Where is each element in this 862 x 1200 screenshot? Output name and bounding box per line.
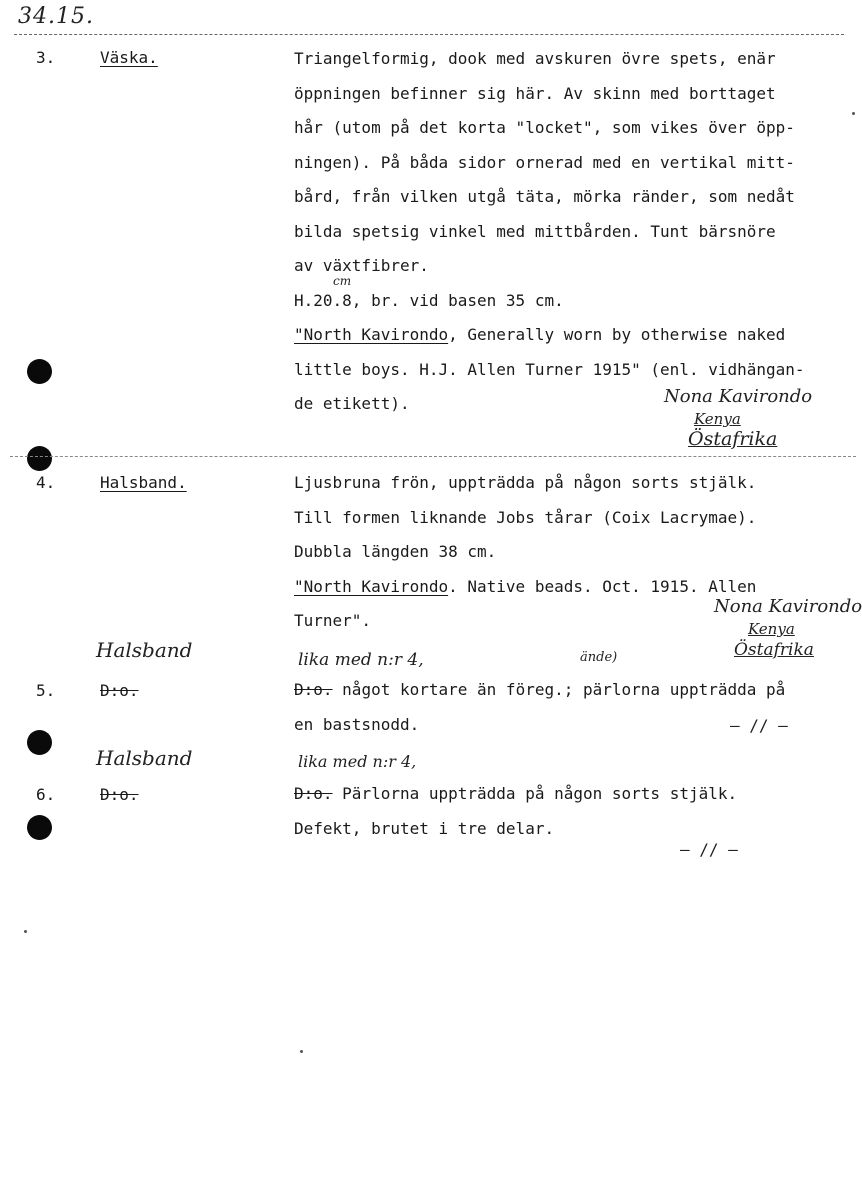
- handwritten-name: Halsband: [96, 746, 193, 770]
- handwritten-location: Östafrika: [734, 640, 814, 660]
- header-rule: [14, 34, 844, 35]
- handwritten-location: Nona Kavirondo: [714, 596, 862, 617]
- ditto-mark: — // —: [730, 716, 788, 735]
- section-divider: [10, 456, 856, 457]
- punch-hole: [27, 359, 52, 384]
- entry-name: D:o.: [100, 681, 139, 700]
- description-line: Triangelformig, dook med avskuren övre spets, enär: [294, 49, 776, 68]
- quote-line: [294, 318, 854, 353]
- handwritten-insert: ände): [580, 650, 618, 665]
- entry-name: Halsband.: [100, 473, 187, 492]
- description-line: en bastsnodd.: [294, 714, 420, 734]
- entry-number: 5.: [36, 681, 56, 700]
- description-line: [294, 673, 854, 708]
- handwritten-location: Östafrika: [688, 428, 778, 450]
- description-line: Till formen liknande Jobs tårar (Coix Lacrymae).: [294, 507, 757, 527]
- handwritten-name: Halsband: [96, 638, 193, 662]
- description-line: av växtfibrer.: [294, 256, 429, 275]
- entry-name: Väska.: [100, 48, 158, 67]
- description-line: H.20.8, br. vid basen 35 cm.: [294, 290, 564, 310]
- entry-number: 3.: [36, 48, 56, 67]
- handwritten-location: Kenya: [694, 410, 741, 428]
- description-line: [294, 777, 854, 812]
- handwritten-note: lika med n:r 4,: [298, 650, 424, 670]
- handwritten-location: Nona Kavirondo: [664, 386, 813, 407]
- handwritten-location: Kenya: [748, 620, 795, 638]
- description-line: Ljusbruna frön, uppträdda på någon sorts stjälk.: [294, 473, 757, 492]
- line-rest: Pärlorna uppträdda på någon sorts stjälk.: [342, 784, 738, 803]
- handwritten-note: lika med n:r 4,: [298, 752, 417, 771]
- struck-text: D:o.: [294, 680, 333, 699]
- entry-description: [294, 42, 854, 422]
- entry-number: 6.: [36, 785, 56, 804]
- handwritten-insert: cm: [333, 274, 352, 288]
- scan-speck: [300, 1050, 303, 1053]
- punch-hole: [27, 730, 52, 755]
- scan-speck: [24, 930, 27, 933]
- quote-rest: . Native beads. Oct. 1915. Allen: [448, 576, 757, 596]
- line-rest: något kortare än föreg.; pärlorna uppträdda på: [342, 680, 786, 699]
- ditto-mark: — // —: [680, 840, 738, 859]
- description-line: bilda spetsig vinkel med mittbården. Tunt bärsnöre: [294, 221, 776, 241]
- reference-number: 34.15.: [18, 4, 94, 29]
- entry-name: D:o.: [100, 785, 139, 804]
- description-line: hår (utom på det korta "locket", som vikes över öpp-: [294, 118, 795, 137]
- punch-hole: [27, 446, 52, 471]
- description-line: öppningen befinner sig här. Av skinn med borttaget: [294, 83, 776, 103]
- description-line: de etikett).: [294, 394, 410, 413]
- description-line: bård, från vilken utgå täta, mörka ränder, som nedåt: [294, 187, 795, 206]
- quote-underlined: "North Kavirondo: [294, 325, 449, 344]
- description-line: ningen). På båda sidor ornerad med en vertikal mitt-: [294, 152, 795, 172]
- description-line: little boys. H.J. Allen Turner 1915" (enl. vidhängan-: [294, 359, 805, 379]
- struck-text: D:o.: [294, 784, 333, 803]
- quote-underlined: "North Kavirondo: [294, 576, 449, 596]
- punch-hole: [27, 815, 52, 840]
- description-line: Dubbla längden 38 cm.: [294, 542, 497, 561]
- scan-speck: [852, 112, 855, 115]
- entry-number: 4.: [36, 473, 56, 492]
- description-line: Turner".: [294, 611, 372, 630]
- entry-description: [294, 777, 854, 846]
- description-line: Defekt, brutet i tre delar.: [294, 818, 555, 838]
- quote-rest: , Generally worn by otherwise naked: [448, 325, 786, 344]
